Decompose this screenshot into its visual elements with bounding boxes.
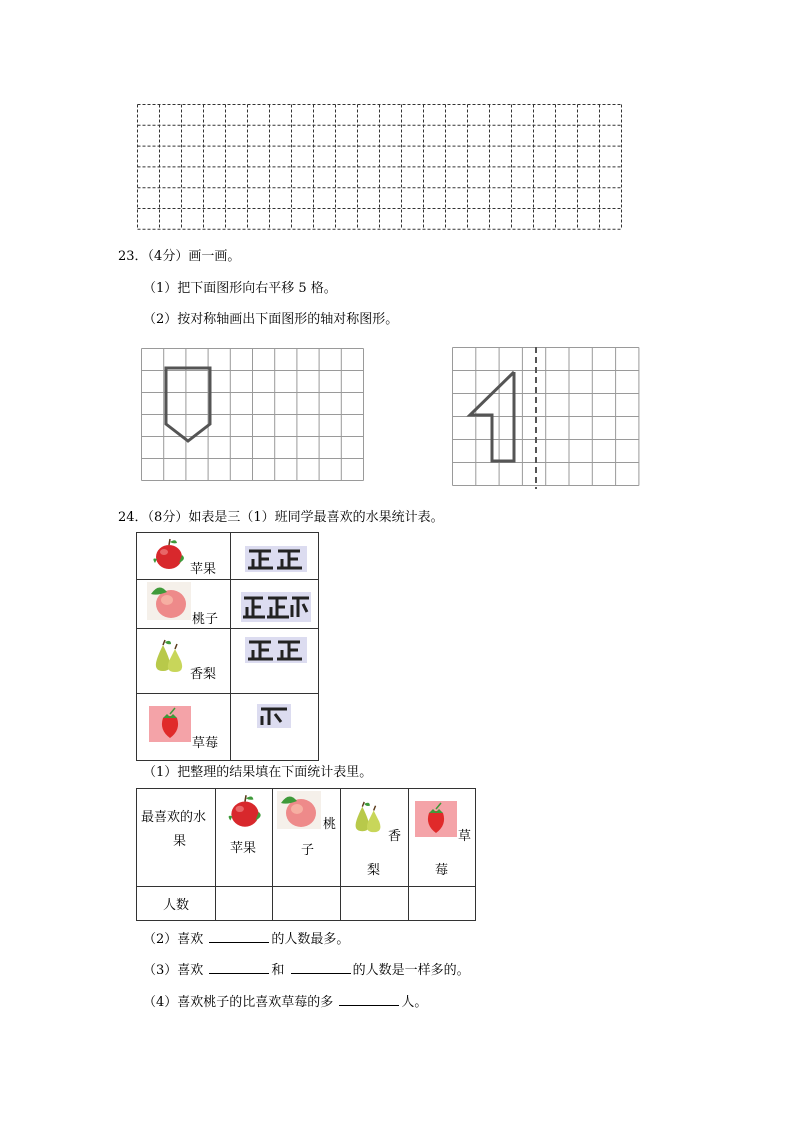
answer-blank[interactable] bbox=[339, 991, 399, 1006]
stats-col-strawberry bbox=[409, 789, 476, 887]
stats-header-label bbox=[137, 789, 216, 887]
q23-part2: （2）按对称轴画出下面图形的轴对称图形。 bbox=[143, 312, 399, 327]
stats-header-line2: 果 bbox=[173, 834, 187, 849]
answer-blank[interactable] bbox=[209, 928, 269, 943]
strawberry-icon bbox=[149, 706, 191, 742]
stats-label-peach-b: 子 bbox=[301, 843, 315, 858]
apple-icon bbox=[149, 537, 189, 571]
q24-part3 bbox=[143, 959, 470, 980]
tally-label-pear: 香梨 bbox=[190, 667, 217, 682]
dashed-answer-grid bbox=[137, 104, 624, 230]
q24-title: 24．（8分）如表是三（1）班同学最喜欢的水果统计表。 bbox=[118, 510, 444, 525]
q24-part3-text-c: 的人数是一样多的。 bbox=[352, 963, 470, 978]
q24-part3-text-a: （3）喜欢 bbox=[143, 963, 204, 978]
tally-marks-image bbox=[245, 637, 307, 663]
tally-fruit-apple bbox=[137, 533, 231, 580]
answer-cell-strawberry[interactable] bbox=[409, 887, 476, 921]
tally-marks-image bbox=[245, 546, 307, 572]
tally-label-apple: 苹果 bbox=[190, 562, 217, 577]
tally-fruit-pear bbox=[137, 629, 231, 694]
tally-marks-image bbox=[257, 704, 291, 728]
answer-cell-apple[interactable] bbox=[216, 887, 273, 921]
answer-cell-pear[interactable] bbox=[341, 887, 409, 921]
peach-icon bbox=[277, 791, 321, 829]
q24-part2-text-b: 的人数最多。 bbox=[271, 932, 350, 947]
q24-part4 bbox=[143, 991, 427, 1012]
stats-col-apple bbox=[216, 789, 273, 887]
apple-icon bbox=[224, 793, 266, 829]
stats-row-label: 人数 bbox=[137, 887, 216, 921]
q23-title: 23．（4分）画一画。 bbox=[118, 249, 241, 264]
stats-label-pear-b: 梨 bbox=[367, 863, 381, 878]
tally-marks-pear bbox=[231, 629, 319, 694]
statistics-table bbox=[136, 788, 476, 921]
pear-icon bbox=[151, 639, 187, 675]
tally-marks-peach bbox=[231, 580, 319, 629]
answer-blank[interactable] bbox=[291, 959, 351, 974]
q24-part3-text-b: 和 bbox=[271, 963, 285, 978]
stats-label-peach-a: 桃 bbox=[323, 817, 337, 832]
answer-cell-peach[interactable] bbox=[273, 887, 341, 921]
stats-label-strawberry-b: 莓 bbox=[435, 863, 449, 878]
tally-label-peach: 桃子 bbox=[192, 612, 219, 627]
stats-col-peach bbox=[273, 789, 341, 887]
pear-icon bbox=[351, 801, 385, 835]
tally-fruit-strawberry bbox=[137, 694, 231, 761]
q24-part1: （1）把整理的结果填在下面统计表里。 bbox=[143, 765, 373, 780]
q24-part4-text-a: （4）喜欢桃子的比喜欢草莓的多 bbox=[143, 995, 334, 1010]
peach-icon bbox=[147, 582, 191, 620]
q24-part2 bbox=[143, 928, 349, 949]
strawberry-icon bbox=[415, 801, 457, 837]
stats-header-line1: 最喜欢的水 bbox=[141, 810, 207, 825]
stats-label-strawberry-a: 草 bbox=[458, 829, 472, 844]
q24-part4-text-b: 人。 bbox=[401, 995, 428, 1010]
q24-part2-text-a: （2）喜欢 bbox=[143, 932, 204, 947]
translation-grid bbox=[141, 348, 365, 482]
tally-label-strawberry: 草莓 bbox=[192, 736, 219, 751]
stats-col-pear bbox=[341, 789, 409, 887]
tally-table bbox=[136, 532, 319, 761]
tally-marks-strawberry bbox=[231, 694, 319, 761]
stats-label-apple: 苹果 bbox=[230, 841, 257, 856]
symmetry-grid bbox=[452, 347, 642, 489]
answer-blank[interactable] bbox=[209, 959, 269, 974]
tally-marks-apple bbox=[231, 533, 319, 580]
q23-part1: （1）把下面图形向右平移 5 格。 bbox=[143, 281, 337, 296]
tally-fruit-peach bbox=[137, 580, 231, 629]
pentagon-arrow-shape bbox=[166, 368, 210, 441]
tally-marks-image bbox=[241, 592, 311, 622]
stats-label-pear-a: 香 bbox=[388, 829, 402, 844]
